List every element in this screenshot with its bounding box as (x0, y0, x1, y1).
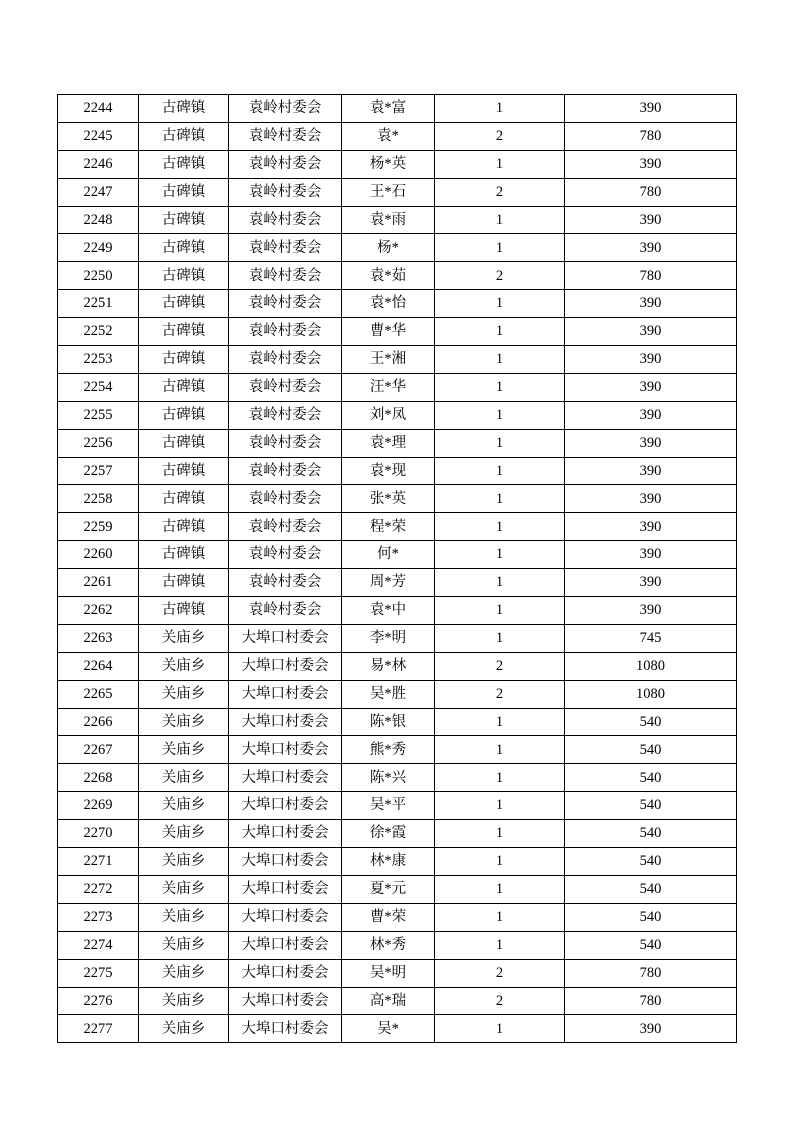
row-count: 1 (435, 457, 565, 485)
row-amount: 390 (565, 318, 737, 346)
row-township: 古碑镇 (139, 95, 229, 123)
row-township: 关庙乡 (139, 792, 229, 820)
row-count: 1 (435, 150, 565, 178)
table-body (58, 95, 737, 1043)
row-id: 2251 (58, 290, 139, 318)
table-row (58, 429, 737, 457)
table-row (58, 318, 737, 346)
table-row (58, 95, 737, 123)
table-row (58, 178, 737, 206)
row-amount: 540 (565, 848, 737, 876)
row-count: 2 (435, 987, 565, 1015)
row-amount: 540 (565, 708, 737, 736)
row-amount: 780 (565, 122, 737, 150)
row-name: 王*石 (342, 178, 435, 206)
row-id: 2249 (58, 234, 139, 262)
row-amount: 780 (565, 262, 737, 290)
row-id: 2254 (58, 373, 139, 401)
row-id: 2265 (58, 680, 139, 708)
row-id: 2256 (58, 429, 139, 457)
row-amount: 390 (565, 206, 737, 234)
row-count: 1 (435, 513, 565, 541)
row-village: 袁岭村委会 (229, 485, 342, 513)
row-township: 关庙乡 (139, 903, 229, 931)
row-id: 2272 (58, 875, 139, 903)
table-row (58, 931, 737, 959)
row-township: 古碑镇 (139, 569, 229, 597)
row-name: 吴*胜 (342, 680, 435, 708)
row-village: 大埠口村委会 (229, 764, 342, 792)
row-township: 古碑镇 (139, 122, 229, 150)
row-id: 2255 (58, 401, 139, 429)
row-name: 汪*华 (342, 373, 435, 401)
row-name: 林*秀 (342, 931, 435, 959)
row-count: 1 (435, 931, 565, 959)
row-name: 程*荣 (342, 513, 435, 541)
row-count: 1 (435, 848, 565, 876)
row-township: 关庙乡 (139, 820, 229, 848)
row-village: 袁岭村委会 (229, 457, 342, 485)
row-id: 2261 (58, 569, 139, 597)
row-count: 1 (435, 708, 565, 736)
row-count: 1 (435, 624, 565, 652)
row-amount: 540 (565, 903, 737, 931)
row-township: 古碑镇 (139, 346, 229, 374)
row-township: 古碑镇 (139, 234, 229, 262)
row-township: 古碑镇 (139, 262, 229, 290)
row-township: 关庙乡 (139, 680, 229, 708)
row-id: 2270 (58, 820, 139, 848)
row-count: 1 (435, 485, 565, 513)
table-row (58, 736, 737, 764)
row-village: 大埠口村委会 (229, 708, 342, 736)
row-village: 大埠口村委会 (229, 652, 342, 680)
row-count: 1 (435, 820, 565, 848)
row-amount: 390 (565, 513, 737, 541)
table-row (58, 457, 737, 485)
row-name: 林*康 (342, 848, 435, 876)
row-id: 2264 (58, 652, 139, 680)
row-name: 陈*银 (342, 708, 435, 736)
row-name: 吴* (342, 1015, 435, 1043)
row-township: 古碑镇 (139, 597, 229, 625)
row-count: 2 (435, 959, 565, 987)
row-township: 关庙乡 (139, 931, 229, 959)
row-name: 袁*茹 (342, 262, 435, 290)
row-count: 1 (435, 95, 565, 123)
row-name: 曹*华 (342, 318, 435, 346)
row-township: 古碑镇 (139, 541, 229, 569)
row-village: 大埠口村委会 (229, 736, 342, 764)
row-village: 袁岭村委会 (229, 541, 342, 569)
row-count: 2 (435, 680, 565, 708)
row-count: 1 (435, 429, 565, 457)
row-amount: 540 (565, 792, 737, 820)
table-row (58, 959, 737, 987)
row-name: 袁* (342, 122, 435, 150)
table-row (58, 373, 737, 401)
row-township: 古碑镇 (139, 150, 229, 178)
row-id: 2247 (58, 178, 139, 206)
table-row (58, 875, 737, 903)
row-id: 2258 (58, 485, 139, 513)
row-amount: 390 (565, 234, 737, 262)
row-count: 1 (435, 736, 565, 764)
row-count: 2 (435, 178, 565, 206)
row-id: 2276 (58, 987, 139, 1015)
row-count: 1 (435, 318, 565, 346)
row-township: 关庙乡 (139, 1015, 229, 1043)
beneficiary-table (57, 94, 737, 1043)
row-count: 1 (435, 764, 565, 792)
row-id: 2277 (58, 1015, 139, 1043)
row-village: 大埠口村委会 (229, 959, 342, 987)
table-row (58, 262, 737, 290)
table-row (58, 680, 737, 708)
table-row (58, 987, 737, 1015)
row-name: 徐*霞 (342, 820, 435, 848)
row-amount: 780 (565, 178, 737, 206)
row-id: 2273 (58, 903, 139, 931)
row-village: 袁岭村委会 (229, 234, 342, 262)
row-amount: 780 (565, 987, 737, 1015)
row-count: 1 (435, 597, 565, 625)
row-id: 2260 (58, 541, 139, 569)
row-name: 刘*凤 (342, 401, 435, 429)
row-amount: 390 (565, 569, 737, 597)
row-id: 2245 (58, 122, 139, 150)
row-id: 2250 (58, 262, 139, 290)
row-amount: 390 (565, 1015, 737, 1043)
table-row (58, 234, 737, 262)
table-row (58, 764, 737, 792)
row-count: 1 (435, 206, 565, 234)
row-township: 关庙乡 (139, 624, 229, 652)
row-name: 袁*现 (342, 457, 435, 485)
row-id: 2248 (58, 206, 139, 234)
row-village: 大埠口村委会 (229, 1015, 342, 1043)
row-id: 2244 (58, 95, 139, 123)
row-township: 关庙乡 (139, 708, 229, 736)
table-row (58, 206, 737, 234)
row-count: 1 (435, 346, 565, 374)
row-count: 1 (435, 1015, 565, 1043)
row-name: 吴*明 (342, 959, 435, 987)
row-id: 2259 (58, 513, 139, 541)
row-name: 周*芳 (342, 569, 435, 597)
row-name: 袁*理 (342, 429, 435, 457)
row-name: 陈*兴 (342, 764, 435, 792)
row-amount: 540 (565, 764, 737, 792)
row-village: 袁岭村委会 (229, 429, 342, 457)
row-amount: 390 (565, 485, 737, 513)
row-township: 关庙乡 (139, 848, 229, 876)
table-row (58, 624, 737, 652)
row-amount: 780 (565, 959, 737, 987)
row-amount: 390 (565, 457, 737, 485)
row-id: 2266 (58, 708, 139, 736)
row-village: 袁岭村委会 (229, 150, 342, 178)
row-amount: 390 (565, 95, 737, 123)
row-name: 熊*秀 (342, 736, 435, 764)
row-name: 夏*元 (342, 875, 435, 903)
row-id: 2267 (58, 736, 139, 764)
table-row (58, 597, 737, 625)
row-township: 古碑镇 (139, 429, 229, 457)
row-township: 古碑镇 (139, 373, 229, 401)
row-amount: 1080 (565, 680, 737, 708)
table-row (58, 820, 737, 848)
row-township: 关庙乡 (139, 875, 229, 903)
row-village: 袁岭村委会 (229, 262, 342, 290)
row-amount: 390 (565, 541, 737, 569)
row-name: 袁*富 (342, 95, 435, 123)
row-village: 袁岭村委会 (229, 178, 342, 206)
row-township: 古碑镇 (139, 457, 229, 485)
row-amount: 1080 (565, 652, 737, 680)
row-township: 关庙乡 (139, 652, 229, 680)
table-row (58, 708, 737, 736)
row-amount: 540 (565, 931, 737, 959)
row-village: 袁岭村委会 (229, 206, 342, 234)
row-name: 李*明 (342, 624, 435, 652)
row-name: 袁*雨 (342, 206, 435, 234)
row-township: 古碑镇 (139, 513, 229, 541)
row-name: 高*瑞 (342, 987, 435, 1015)
row-name: 何* (342, 541, 435, 569)
row-count: 2 (435, 262, 565, 290)
row-id: 2263 (58, 624, 139, 652)
row-count: 2 (435, 122, 565, 150)
row-village: 大埠口村委会 (229, 987, 342, 1015)
row-village: 大埠口村委会 (229, 903, 342, 931)
row-count: 1 (435, 875, 565, 903)
row-township: 古碑镇 (139, 290, 229, 318)
row-village: 袁岭村委会 (229, 290, 342, 318)
row-name: 王*湘 (342, 346, 435, 374)
row-amount: 540 (565, 820, 737, 848)
row-id: 2253 (58, 346, 139, 374)
row-village: 袁岭村委会 (229, 373, 342, 401)
row-id: 2246 (58, 150, 139, 178)
row-amount: 390 (565, 597, 737, 625)
row-name: 袁*怡 (342, 290, 435, 318)
row-name: 杨*英 (342, 150, 435, 178)
table-row (58, 122, 737, 150)
row-count: 1 (435, 569, 565, 597)
row-village: 袁岭村委会 (229, 401, 342, 429)
table-row (58, 290, 737, 318)
row-township: 关庙乡 (139, 959, 229, 987)
row-name: 吴*平 (342, 792, 435, 820)
row-id: 2257 (58, 457, 139, 485)
row-township: 古碑镇 (139, 318, 229, 346)
row-village: 袁岭村委会 (229, 318, 342, 346)
row-village: 袁岭村委会 (229, 95, 342, 123)
row-count: 1 (435, 373, 565, 401)
row-village: 袁岭村委会 (229, 569, 342, 597)
row-count: 1 (435, 903, 565, 931)
row-amount: 390 (565, 150, 737, 178)
row-id: 2275 (58, 959, 139, 987)
table-row (58, 792, 737, 820)
row-id: 2268 (58, 764, 139, 792)
row-township: 古碑镇 (139, 206, 229, 234)
table-row (58, 541, 737, 569)
row-village: 大埠口村委会 (229, 931, 342, 959)
row-township: 关庙乡 (139, 987, 229, 1015)
row-count: 1 (435, 290, 565, 318)
row-amount: 390 (565, 346, 737, 374)
table-row (58, 485, 737, 513)
row-village: 袁岭村委会 (229, 513, 342, 541)
table-row (58, 401, 737, 429)
row-id: 2262 (58, 597, 139, 625)
row-amount: 540 (565, 736, 737, 764)
row-name: 袁*中 (342, 597, 435, 625)
row-count: 1 (435, 234, 565, 262)
row-amount: 390 (565, 401, 737, 429)
row-id: 2271 (58, 848, 139, 876)
row-amount: 390 (565, 429, 737, 457)
row-count: 1 (435, 401, 565, 429)
row-amount: 390 (565, 373, 737, 401)
row-id: 2252 (58, 318, 139, 346)
row-township: 古碑镇 (139, 401, 229, 429)
row-township: 古碑镇 (139, 178, 229, 206)
row-village: 大埠口村委会 (229, 820, 342, 848)
row-name: 张*英 (342, 485, 435, 513)
row-township: 古碑镇 (139, 485, 229, 513)
table-row (58, 903, 737, 931)
row-id: 2269 (58, 792, 139, 820)
row-village: 大埠口村委会 (229, 624, 342, 652)
table-row (58, 1015, 737, 1043)
row-township: 关庙乡 (139, 736, 229, 764)
table-row (58, 848, 737, 876)
row-township: 关庙乡 (139, 764, 229, 792)
row-village: 袁岭村委会 (229, 597, 342, 625)
table-row (58, 150, 737, 178)
row-name: 曹*荣 (342, 903, 435, 931)
row-village: 袁岭村委会 (229, 122, 342, 150)
row-name: 易*林 (342, 652, 435, 680)
row-amount: 390 (565, 290, 737, 318)
row-name: 杨* (342, 234, 435, 262)
row-count: 2 (435, 652, 565, 680)
table-row (58, 652, 737, 680)
row-village: 大埠口村委会 (229, 792, 342, 820)
row-village: 大埠口村委会 (229, 848, 342, 876)
table-row (58, 569, 737, 597)
row-count: 1 (435, 792, 565, 820)
table-row (58, 513, 737, 541)
row-amount: 745 (565, 624, 737, 652)
row-amount: 540 (565, 875, 737, 903)
row-id: 2274 (58, 931, 139, 959)
row-village: 大埠口村委会 (229, 875, 342, 903)
table-row (58, 346, 737, 374)
row-count: 1 (435, 541, 565, 569)
row-village: 袁岭村委会 (229, 346, 342, 374)
row-village: 大埠口村委会 (229, 680, 342, 708)
